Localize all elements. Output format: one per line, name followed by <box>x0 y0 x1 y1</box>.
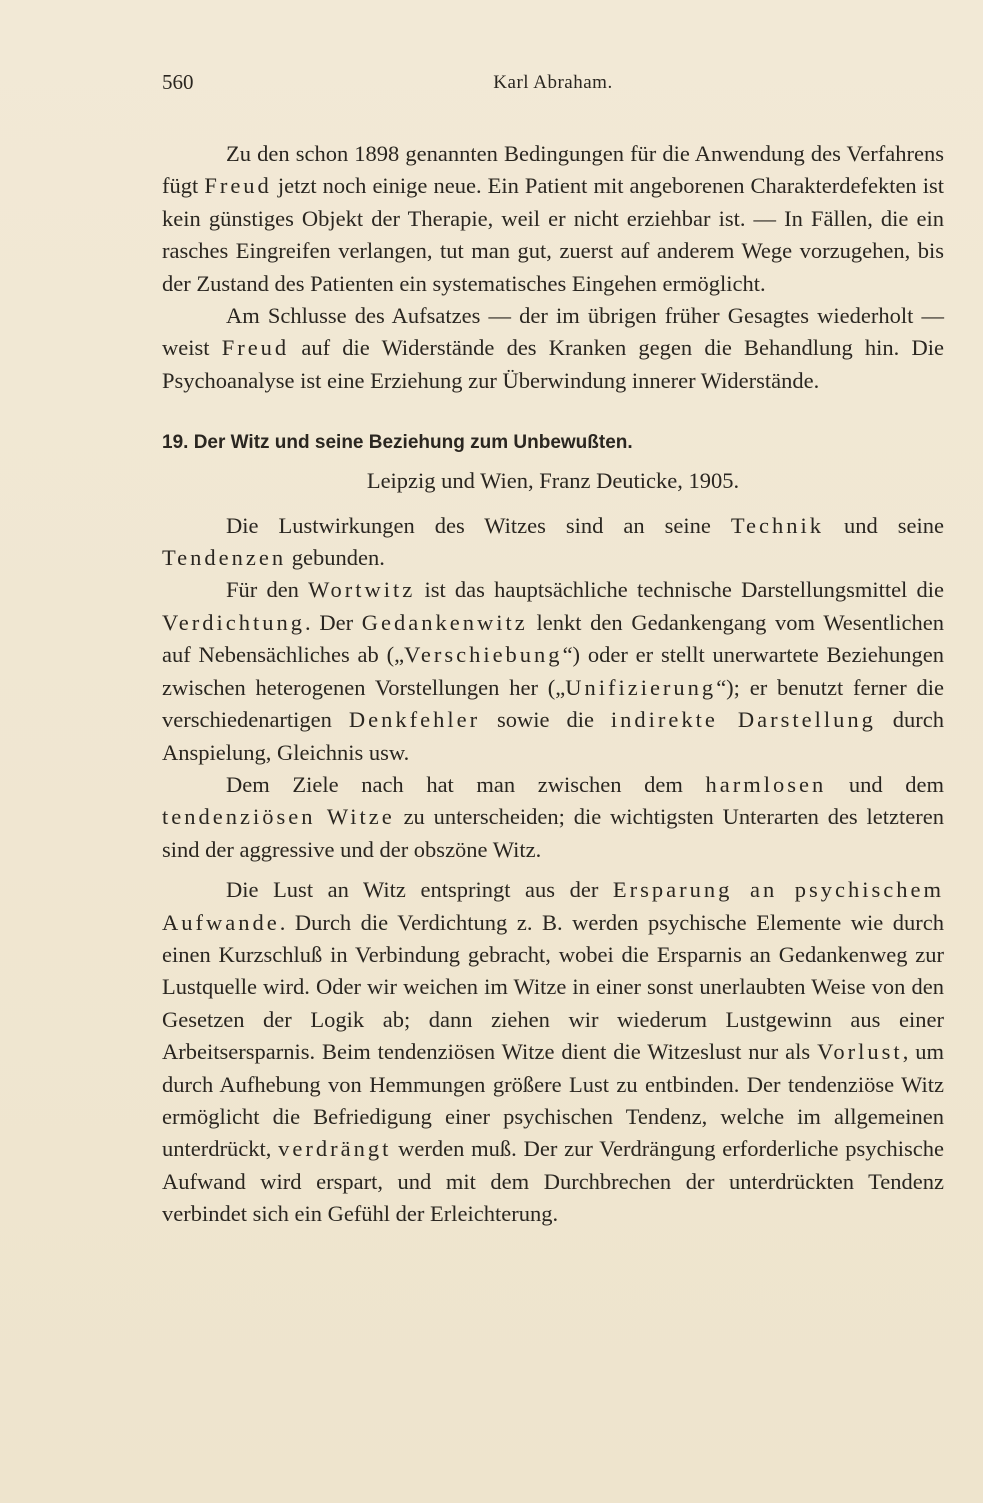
text-run: “) oder er stellt unerwartete Beziehungen zwischen heterogenen Vorstellungen her („ <box>162 642 944 700</box>
paragraph <box>162 510 944 575</box>
text-run: jetzt noch einige neue. Ein Patient mit angeborenen Charakterdefekten ist kein günstiges Objekt der Therapie, weil er nicht erziehbar ist. — In Fällen, die ein rasches Eingreifen verlangen, tut man gut, zuerst auf anderem Wege vorzugehen, bis der Zustand des Patienten ein systematisches Eingehen ermöglicht. <box>162 173 944 296</box>
text-run: auf die Widerstände des Kranken gegen die Behandlung hin. Die Psychoanalyse ist eine Erziehung zur Überwindung innerer Widerstände. <box>162 335 944 393</box>
page-header <box>162 70 944 104</box>
text-run: sowie die <box>480 707 611 733</box>
page-number: 560 <box>162 70 194 94</box>
paragraph-gap <box>162 866 944 874</box>
spaced-term: Ersparung an psychischem Aufwande <box>162 877 944 935</box>
page-body <box>162 138 944 1231</box>
text-run: “); er benutzt ferner die verschiedenartigen <box>162 674 944 733</box>
text-run: lenkt den Gedankengang vom Wesentlichen auf Nebensächliches ab („ <box>162 609 944 668</box>
spaced-term: verdrängt <box>278 1136 392 1162</box>
spaced-term: indirekte Darstellung <box>610 707 876 733</box>
paragraph <box>162 874 944 1230</box>
spaced-term: Technik <box>730 512 825 538</box>
section-subtitle: Leipzig und Wien, Franz Deuticke, 1905. <box>366 468 740 494</box>
text-run: Zu den schon 1898 genannten Bedingungen für die Anwendung des Verfahrens fügt <box>162 141 944 199</box>
text-run: Die Lustwirkungen des Witzes sind an seine <box>226 512 731 538</box>
spaced-term: harmlosen <box>705 771 827 797</box>
text-run: durch Anspielung, Gleichnis usw. <box>162 707 945 765</box>
text-run: . Durch die Verdichtung z. B. werden psychische Elemente wie durch einen Kurzschluß in Verbindung gebracht, wobei die Ersparnis an Gedankenweg zur Lustquelle wird. Oder wir weichen im Witze in einer sonst unerlaubten Weise von den Gesetzen der Logik ab; dann ziehen wir wiederum Lustgewinn aus einer Arbeitsersparnis. Beim tendenziösen Witze dient die Witzeslust nur als <box>162 909 944 1065</box>
text-run: Am Schlusse des Aufsatzes — der im übrigen früher Gesagtes wiederholt — weist <box>162 303 944 361</box>
text-run: zu unterscheiden; die wichtigsten Unterarten des letzteren sind der aggressive und der obszöne Witz. <box>162 804 944 862</box>
paragraph <box>162 138 944 300</box>
paragraph <box>162 769 944 866</box>
spaced-term: tendenziösen Witze <box>162 804 395 830</box>
text-run: und dem <box>826 771 944 797</box>
paragraph <box>162 300 944 397</box>
spaced-term: Denkfehler <box>348 707 481 733</box>
text-run: . Der <box>304 609 362 635</box>
spaced-term: Tendenzen <box>162 545 287 571</box>
text-run: Dem Ziele nach hat man zwischen dem <box>226 771 706 797</box>
running-head: Karl Abraham. <box>493 72 613 93</box>
text-run: Die Lust an Witz entspringt aus der <box>226 877 613 903</box>
paragraph <box>162 574 944 768</box>
spaced-term: Verschiebung <box>404 642 563 668</box>
spaced-name: Freud <box>204 173 272 199</box>
text-run: gebunden. <box>286 545 385 571</box>
text-run: ist das hauptsächliche technische Darstellungsmittel die <box>415 577 944 603</box>
text-run: , um durch Aufhebung von Hemmungen größere Lust zu entbinden. Der tendenziöse Witz ermöglicht die Befriedigung einer psychischen Tendenz, welche im allgemeinen unterdrückt, <box>162 1039 944 1162</box>
text-run: und seine <box>824 512 944 538</box>
spaced-term: Verdichtung <box>162 609 305 635</box>
spaced-term: Unifizierung <box>565 674 717 700</box>
section-heading: 19. Der Witz und seine Beziehung zum Unbewußten. <box>162 432 633 454</box>
text-run: Für den <box>226 577 309 603</box>
text-run: werden muß. Der zur Verdrängung erforderliche psychische Aufwand wird erspart, und mit dem Durchbrechen der unterdrückten Tendenz verbindet sich ein Gefühl der Erleichterung. <box>162 1136 944 1227</box>
spaced-term: Wortwitz <box>308 577 416 603</box>
spaced-term: Vorlust <box>817 1039 903 1065</box>
spaced-term: Gedankenwitz <box>361 609 528 635</box>
spaced-name: Freud <box>221 335 290 361</box>
